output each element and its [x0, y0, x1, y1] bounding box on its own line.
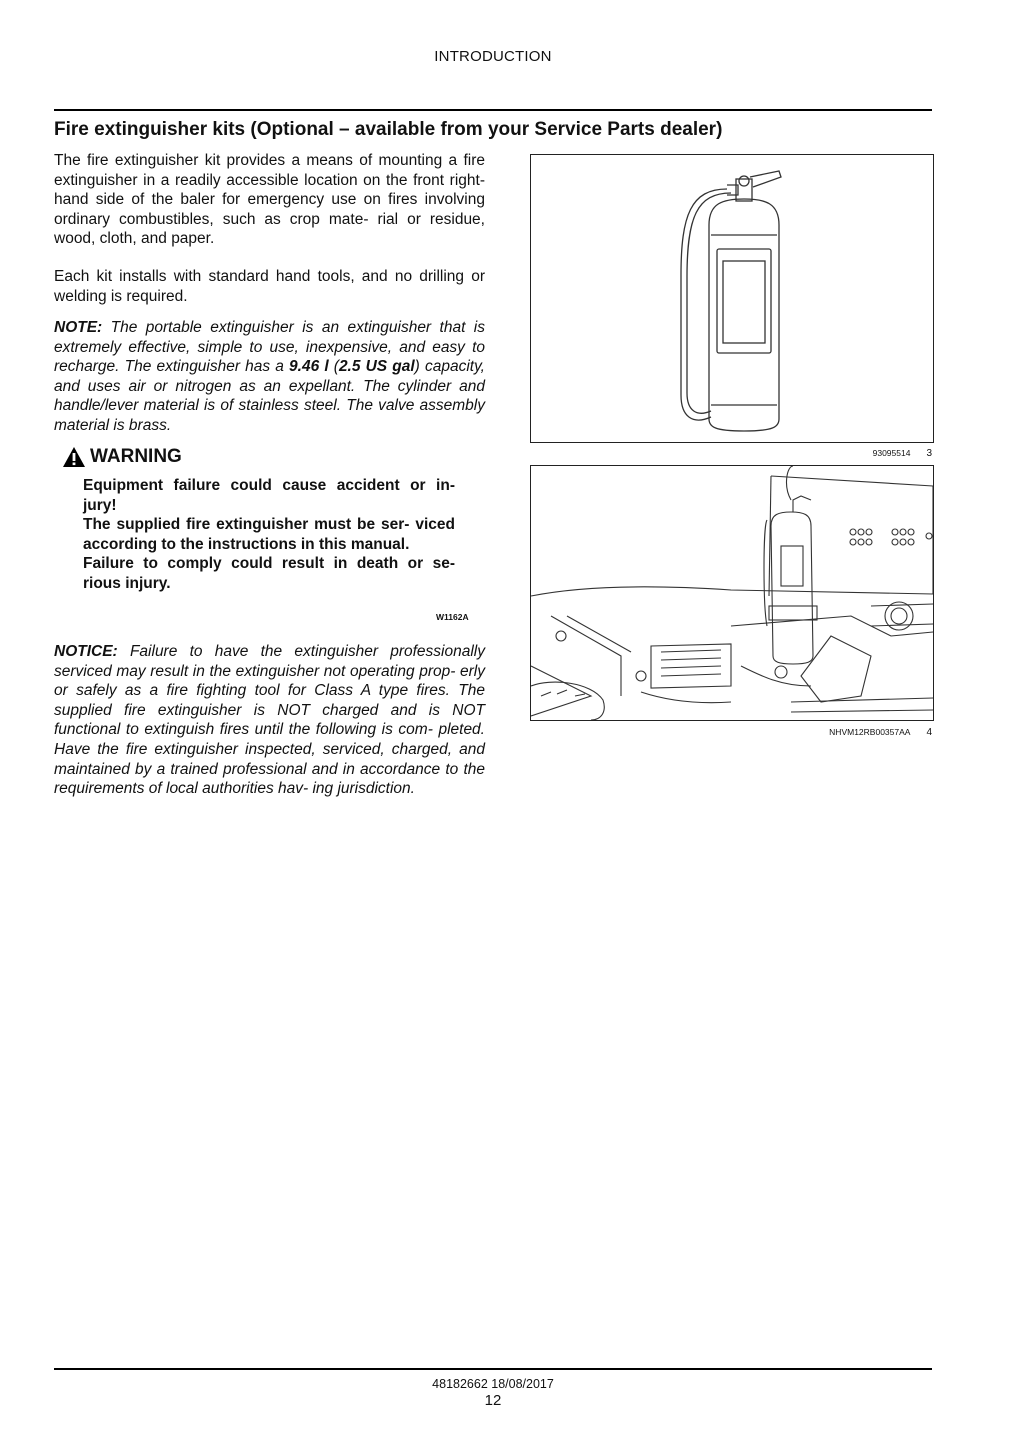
warning-line: Equipment failure could cause accident or in- jury! — [83, 477, 455, 514]
page-number: 12 — [484, 1392, 502, 1409]
capacity-us: 2.5 US gal — [338, 358, 415, 376]
warning-heading — [62, 446, 182, 468]
footer-rule — [54, 1368, 932, 1370]
warning-body — [83, 476, 455, 594]
running-header: INTRODUCTION — [434, 48, 552, 65]
warning-line: Failure to comply could result in death or se- rious injury. — [83, 555, 455, 592]
footer-document-id: 48182662 18/08/2017 — [432, 1377, 554, 1391]
capacity-metric: 9.46 l — [289, 358, 329, 376]
warning-code: W1162A — [436, 612, 469, 622]
figure-4-caption — [829, 727, 932, 738]
warning-line: The supplied fire extinguisher must be ser- viced according to the instructions in this manual. — [83, 516, 455, 553]
warning-label: WARNING — [90, 446, 182, 467]
capacity-paren: ( — [328, 358, 339, 376]
notice-label: NOTICE: — [54, 643, 118, 660]
baler-mount-illustration — [531, 466, 933, 720]
figure-3-ref: 93095514 — [872, 448, 911, 458]
figure-3-number: 3 — [926, 448, 932, 459]
note-label: NOTE: — [54, 319, 103, 336]
note-text-b: ) capacity, and uses air or nitrogen as an expellant. The cylinder and handle/lever material is of stainless steel. The valve assembly material is brass. — [54, 358, 485, 434]
note-text-a: The portable extinguisher is an extinguisher that is extremely effective, simple to use, inexpensive, and easy to recharge. The extinguisher has a — [54, 319, 485, 376]
extinguisher-illustration — [531, 155, 933, 442]
notice-paragraph — [54, 642, 485, 799]
note-paragraph — [54, 318, 485, 436]
figure-baler-mount — [530, 465, 934, 721]
notice-text: Failure to have the extinguisher professionally serviced may result in the extinguisher not operating prop- erly or safely as a fire fighting tool for Class A type fires. The supplied fire extinguisher is NOT charged and is NOT functional to extinguish fires until the following is com- pleted. Have the fire extinguisher inspected, serviced, charged, and maintained by a trained professional and in accordance to the requirements of local authorities hav- ing jurisdiction. — [54, 643, 485, 798]
figure-extinguisher — [530, 154, 934, 443]
figure-3-caption — [873, 448, 932, 459]
warning-triangle-icon — [62, 446, 86, 468]
header-rule — [54, 109, 932, 111]
figure-4-ref: NHVM12RB00357AA — [829, 727, 911, 737]
section-title: Fire extinguisher kits (Optional – available from your Service Parts dealer) — [54, 119, 723, 140]
installation-paragraph: Each kit installs with standard hand tools, and no drilling or welding is required. — [54, 268, 485, 305]
figure-4-number: 4 — [926, 727, 932, 738]
intro-paragraph: The fire extinguisher kit provides a means of mounting a fire extinguisher in a readily accessible location on the front right-hand side of the baler for emergency use on fires involving ordinary combustibles, such as crop mate- rial or residue, wood, cloth, and paper. — [54, 152, 485, 248]
